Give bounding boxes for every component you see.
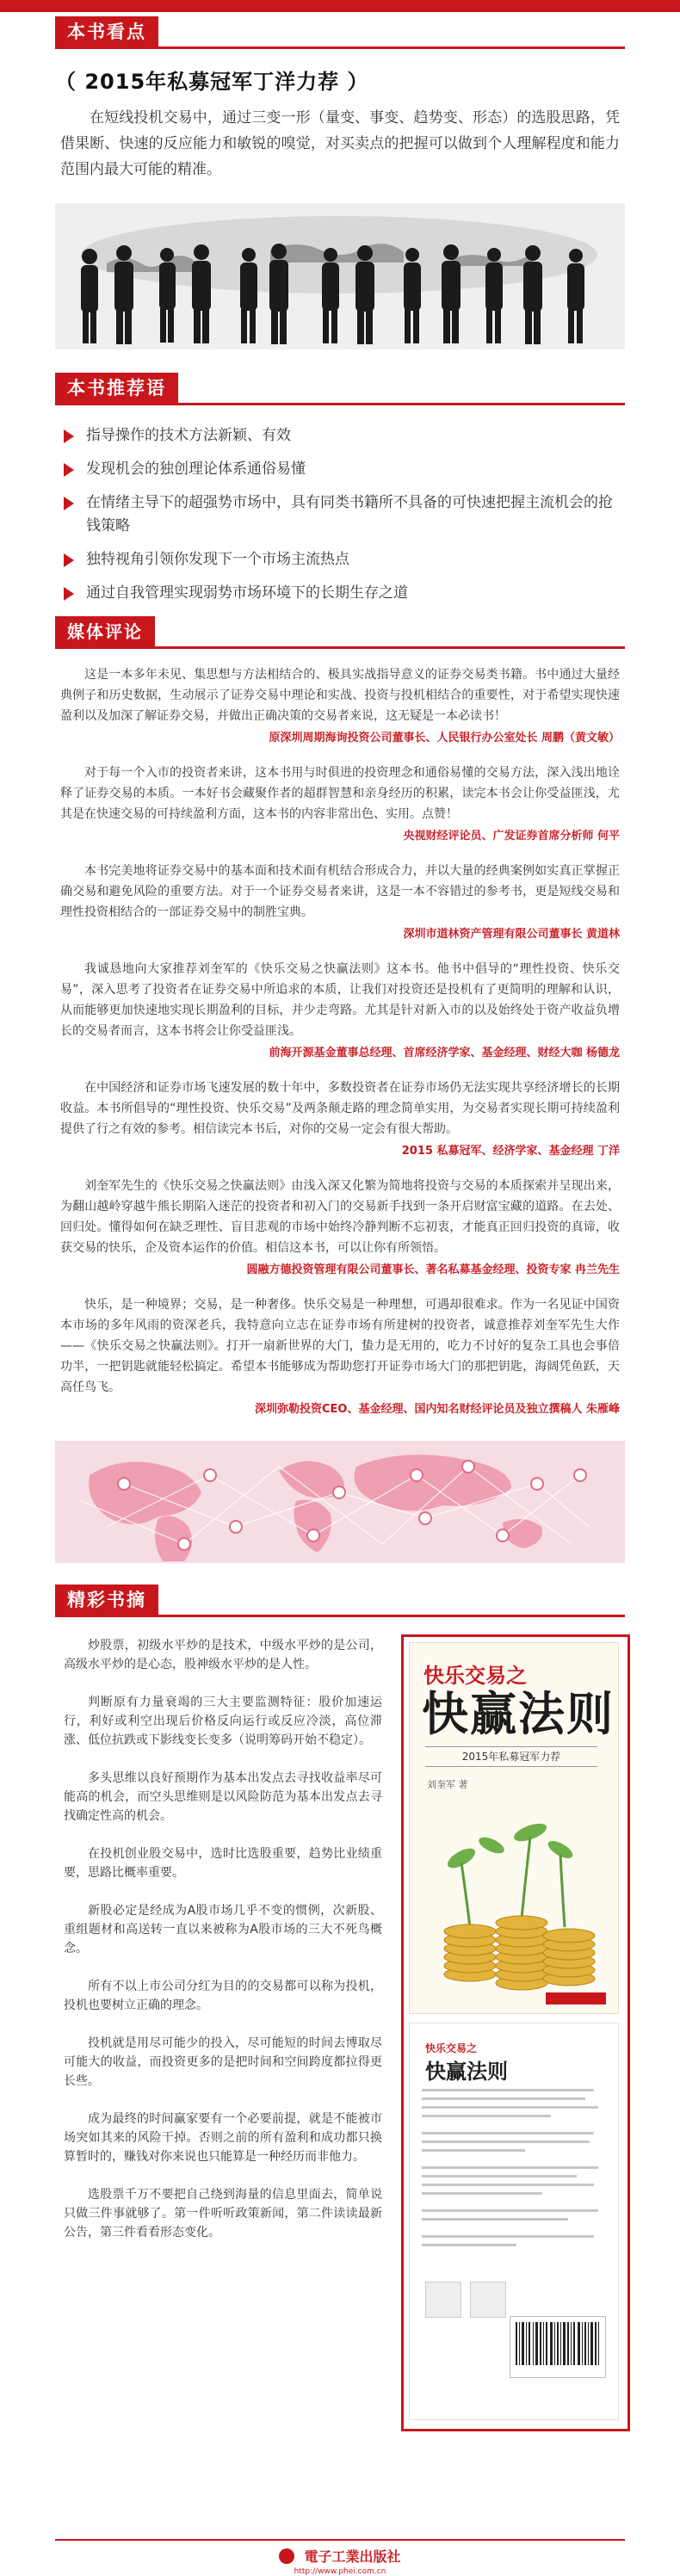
book-detail-page (0, 12, 680, 2392)
front-cover (409, 1642, 619, 2014)
recommend-item-text: 指导操作的技术方法新颖、有效 (86, 427, 291, 444)
publisher-logo-icon (279, 2548, 294, 2564)
review-attribution: 央视财经评论员、广发证券首席分析师 何平 (403, 830, 620, 843)
highlights-subtitle: （ 2015年私募冠军丁洋力荐 ） (55, 70, 369, 94)
review-text: 对于每一个入市的投资者来讲，这本书用与时俱进的投资理念和通俗易懂的交易方法，深入浅出地诠释了证券交易的本质。一本好书会藏聚作者的超群智慧和亲身经历的积累，读完本书会让你受益匪浅，尤其是在快速交易的可持续盈利方面，这本书的内容非常出色、实用。点赞！ (60, 766, 620, 821)
review-attribution: 前海开源基金董事总经理、首席经济学家、基金经理、财经大咖 杨德龙 (269, 1047, 620, 1059)
recommend-title: 本书推荐语 (55, 373, 178, 403)
top-accent-bar (0, 0, 680, 12)
recommend-item-text: 发现机会的独创理论体系通俗易懂 (86, 460, 306, 478)
list-item: 投机就是用尽可能少的投入，尽可能短的时间去博取尽可能大的收益，而投资更多的是把时间和空间跨度都拉得更长些。 (64, 2036, 382, 2088)
recommend-item-text: 在情绪主导下的超强势市场中，具有同类书籍所不具备的可快速把握主流机会的抢钱策略 (86, 494, 613, 534)
barcode-icon (510, 2316, 606, 2378)
highlights-text: 在短线投机交易中，通过三变一形（量变、事变、趋势变、形态）的选股思路，凭借果断、快速的反应能力和敏锐的嗅觉，对买卖点的把握可以做到个人理解程度和能力范围内最大可能的精准。 (60, 109, 620, 178)
excerpt-section-header (55, 1580, 625, 1617)
list-item: 选股票千万不要把自己绕到海量的信息里面去，简单说只做三件事就够了。第一件听听政策新闻，第二件读读最新公告，第三件看看形态变化。 (64, 2188, 382, 2239)
list-item: 多头思维以良好预期作为基本出发点去寻找收益率尽可能高的机会，而空头思维则是以风险防范为基本出发点去寻找确定性高的机会。 (64, 1771, 382, 1823)
review-attribution: 原深圳周期海询投资公司董事长、人民银行办公室处长 周鹏（黄文敏） (269, 732, 620, 744)
review-attribution: 深圳市道林资产管理有限公司董事长 黄道林 (403, 928, 620, 941)
arrow-bullet-icon (64, 463, 74, 477)
review-attribution: 深圳弥勒投资CEO、基金经理、国内知名财经评论员及独立撰稿人 朱雁峰 (255, 1403, 620, 1416)
list-item: 炒股票，初级水平炒的是技术，中级水平炒的是公司，高级水平炒的是心态，股神级水平炒的是人性。 (64, 1639, 382, 1671)
highlights-title: 本书看点 (55, 16, 158, 46)
list-item: 所有不以上市公司分红为目的的交易都可以称为投机，投机也要树立正确的理念。 (64, 1980, 382, 2012)
cover-subtitle: 2015年私募冠军力荐 (425, 1746, 597, 1767)
excerpt-title: 精彩书摘 (55, 1585, 158, 1615)
review-block (0, 763, 680, 845)
review-block (0, 959, 680, 1062)
review-text: 这是一本多年未见、集思想与方法相结合的、极具实战指导意义的证券交易类书籍。书中通过大量经典例子和历史数据，生动展示了证券交易中理论和实战、投资与投机相结合的重要性，对于希望实现快速盈利以及加深了解证券交易，并做出正确决策的交易者来说，这无疑是一本必读书！ (60, 668, 620, 723)
qr-code-icon (470, 2282, 506, 2318)
world-map-banner (55, 1441, 625, 1563)
list-item (55, 491, 625, 538)
list-item (55, 548, 625, 571)
publisher-url: http://www.phei.com.cn (294, 2567, 386, 2576)
back-title: 快赢法则 (425, 2059, 508, 2084)
list-item (55, 458, 625, 481)
publisher-block (0, 2546, 680, 2576)
list-item (55, 582, 625, 605)
qr-code-icon (425, 2282, 461, 2318)
list-item: 新股必定是经成为A股市场几乎不变的惯例，次新股、重组题材和高送转一直以来被称为A股市场的三大不死鸟概念。 (64, 1904, 382, 1955)
media-section-header (55, 615, 625, 649)
publisher-footer (0, 2539, 680, 2576)
cover-publisher-mark (546, 1992, 606, 2005)
arrow-bullet-icon (64, 429, 74, 443)
business-silhouettes-banner (55, 203, 625, 349)
recommend-list (55, 424, 625, 605)
list-item: 成为最终的时间赢家要有一个必要前提，就是不能被市场突如其来的风险干掉。否则之前的所有盈利和成功都只换算暂时的，赚钱对你来说也只能算是一种经历而非他力。 (64, 2112, 382, 2164)
media-title: 媒体评论 (55, 616, 155, 646)
excerpt-area (55, 1617, 625, 2392)
review-block (0, 1078, 680, 1160)
review-text: 本书完美地将证券交易中的基本面和技术面有机结合形成合力，并以大量的经典案例如实真正掌握正确交易和避免风险的重要方法。对于一个证券交易者来讲，这是一本不容错过的参考书，更是短线交易和理性投资相结合的一部证券交易中的制胜宝典。 (60, 864, 620, 919)
arrow-bullet-icon (64, 497, 74, 510)
recommend-section-header (55, 368, 625, 405)
review-block (0, 664, 680, 747)
publisher-name: 電子工業出版社 (304, 2548, 401, 2565)
review-text: 在中国经济和证券市场飞速发展的数十年中，多数投资者在证券市场仍无法实现共享经济增长的长期收益。本书所倡导的“理性投资、快乐交易”及两条颠走路的理念简单实用，为交易者实现长期可持续盈利提供了行之有效的参考。相信读完本书后，对你的交易一定会有很大帮助。 (60, 1081, 620, 1136)
review-attribution: 2015 私募冠军、经济学家、基金经理 丁洋 (401, 1145, 620, 1158)
list-item: 在投机创业股交易中，选时比选股重要，趋势比业绩重要，思路比概率重要。 (64, 1847, 382, 1880)
review-block (0, 861, 680, 943)
highlights-section-header (55, 12, 625, 49)
recommend-item-text: 通过自我管理实现弱势市场环境下的长期生存之道 (86, 584, 408, 602)
book-cover-panel (401, 1634, 630, 2431)
list-item: 判断原有力量衰竭的三大主要监测特征：股价加速运行，利好或利空出现后价格反向运行或反应冷淡，高位滞涨、低位抗跌或下影线变长变多（说明筹码开始不稳定）。 (64, 1696, 382, 1747)
back-series: 快乐交易之 (425, 2042, 478, 2054)
list-item (55, 424, 625, 448)
back-cover-text-lines (422, 2089, 603, 2252)
review-attribution: 圆融方德投资管理有限公司董事长、著名私募基金经理、投资专家 冉兰先生 (246, 1263, 620, 1276)
review-text: 快乐，是一种境界；交易，是一种奢侈。快乐交易是一种理想，可遇却很难求。作为一名见证中国资本市场的多年风雨的资深老兵，我特意向立志在证券市场有所建树的投资者，诚意推荐刘奎军先生大作——《快乐交易之快赢法则》。打开一扇新世界的大门，蛰力是无用的，吃力不讨好的复杂工具也会事倍功半，一把钥匙就能轻松搞定。希望本书能够成为帮助您打开证券市场大门的那把钥匙，海阔凭鱼跃，天高任鸟飞。 (60, 1298, 620, 1394)
cover-series: 快乐交易之 (423, 1664, 527, 1688)
review-block (0, 1294, 680, 1418)
arrow-bullet-icon (64, 587, 74, 601)
review-text: 刘奎军先生的《快乐交易之快赢法则》由浅入深又化繁为简地将投资与交易的本质探索并呈现出来，为翻山越岭穿越牛熊长期陷入迷茫的投资者和初入门的交易新手找到一条开启财富宝藏的道路。在去处、回归处。懂得如何在缺乏理性、盲目悲观的市场中始终冷静判断不忘初衷，才能真正回归投资的真谛，收获交易的快乐，企及资本运作的价值。相信这本书，可以让你有所领悟。 (60, 1179, 620, 1255)
review-block (0, 1176, 680, 1279)
excerpt-list (64, 1636, 382, 2261)
recommend-item-text: 独特视角引领你发现下一个市场主流热点 (86, 551, 349, 568)
back-cover (409, 2023, 619, 2420)
arrow-bullet-icon (64, 553, 74, 567)
footer-divider (55, 2539, 625, 2541)
world-map-illustration (55, 1441, 625, 1563)
cover-author: 刘奎军 著 (427, 1779, 468, 1790)
silhouettes-illustration (55, 203, 625, 349)
review-text: 我诚恳地向大家推荐刘奎军的《快乐交易之快赢法则》这本书。他书中倡导的“理性投资、快乐交易”，深入思考了投资者在证券交易中所追求的本质，让我们对投资还是投机有了更简明的理解和认识，从而能够更加快速地实现长期盈利的目标，并少走弯路。尤其是针对新入市的以及始终处于资产收益负增长的交易者而言，这本书将会让你受益匪浅。 (60, 962, 620, 1038)
cover-title: 快赢法则 (422, 1686, 615, 1741)
coin-stack-icon (410, 1798, 618, 2013)
back-cover-text-block (422, 2089, 603, 2252)
